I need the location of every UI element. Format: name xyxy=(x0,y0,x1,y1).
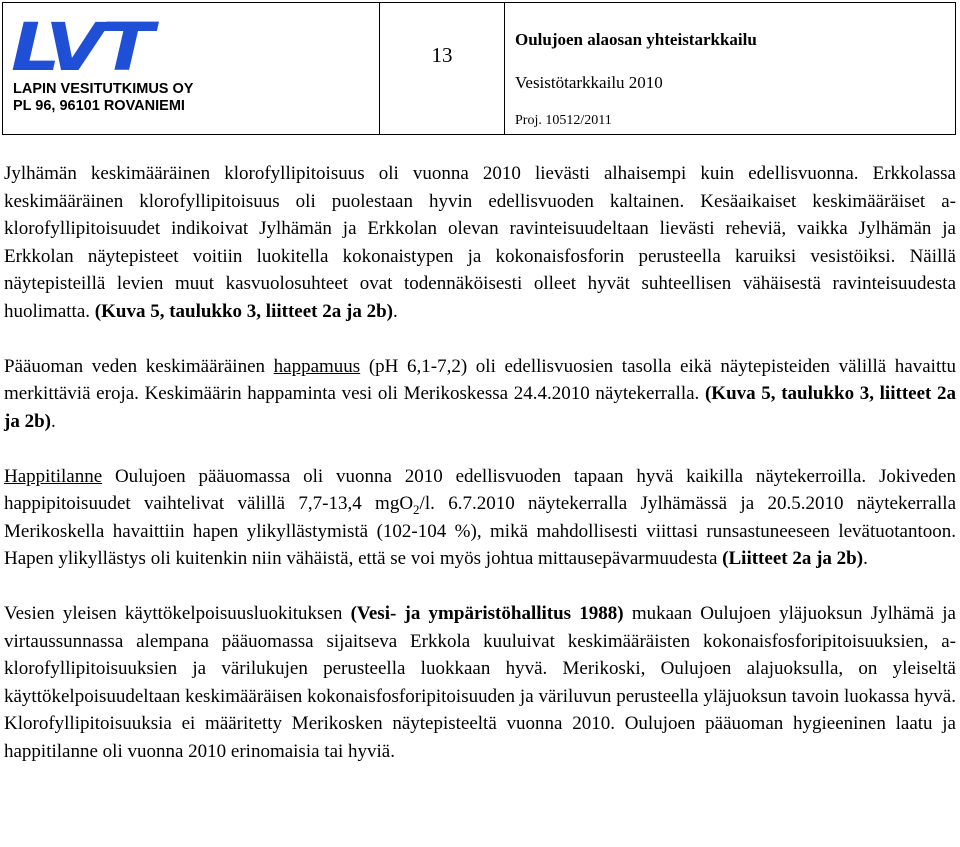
paragraph-acidity xyxy=(4,353,956,436)
paragraph-oxygen xyxy=(4,463,956,573)
paragraph-text: (pH 6,1-7,2) oli edellisvuosien tasolla eikä näytepisteiden välillä havaittu merkittäviä eroja. Keskimäärin happaminta vesi oli Merikoskessa 24.4.2010 näytekerralla. xyxy=(4,355,957,404)
source-reference: (Vesi- ja ympäristöhallitus 1988) xyxy=(350,603,624,624)
report-subtitle: Vesistötarkkailu 2010 xyxy=(515,73,663,92)
page-number: 13 xyxy=(431,43,453,67)
paragraph-classification xyxy=(4,600,956,765)
organization-address: PL 96, 96101 ROVANIEMI xyxy=(13,98,185,114)
lvt-logo: LVT xyxy=(11,9,150,86)
sentence-end: . xyxy=(392,300,398,322)
paragraph-text: /l. 6.7.2010 näytekerralla Jylhämässä ja 20.5.2010 näytekerralla Merikoskella havaittiin hapen ylikyllästymistä (102-104 %), mikä mahdollisesti viittasi runsastuneeseen levätuotantoon. Hapen ylikyllästys oli kuitenkin niin vähäistä, että se voi myös johtua mittausepävarmuudesta xyxy=(4,493,956,569)
sentence-end: . xyxy=(863,548,868,569)
paragraph-text: Oulujoen pääuomassa oli vuonna 2010 edellisvuoden tapaan hyvä kaikilla näytekerroilla. Jokiveden happipitoisuudet vaihtelivat välillä 7,7-13,4 mgO xyxy=(4,465,956,514)
page-header xyxy=(2,2,956,135)
report-title: Oulujoen alaosan yhteistarkkailu xyxy=(515,30,757,49)
happamuus-term: happamuus xyxy=(273,355,361,377)
paragraph-chlorophyll xyxy=(4,160,956,325)
happitilanne-term: Happitilanne xyxy=(4,465,103,487)
appendix-reference: (Liitteet 2a ja 2b) xyxy=(722,548,864,569)
header-info-cell xyxy=(505,3,955,134)
paragraph-text: mukaan Oulujoen yläjuoksun Jylhämä ja virtaussunnassa alempana pääuomassa sijaitseva Erkkola kuuluivat keskimääräisten kokonaisfosforipitoisuuksien, a-klorofyllipitoisuuksien ja värilukujen perusteella luokkaan hyvä. Merikoski, Oulujoen alajuoksulla, on yleiseltä käyttökelpoisuudeltaan keskimääräisen kokonaisfosforipitoisuuden ja väriluvun perusteella yläjuoksun tavoin luokassa hyvä. Klorofyllipitoisuuksia ei määritetty Merikosken näytepisteeltä vuonna 2010. Oulujoen pääuoman hygieeninen laatu ja happitilanne oli vuonna 2010 erinomaisia tai hyviä. xyxy=(4,603,956,762)
header-page-cell xyxy=(380,3,505,134)
header-logo-cell xyxy=(3,3,380,134)
project-number: Proj. 10512/2011 xyxy=(515,113,612,128)
paragraph-text: Jylhämän keskimääräinen klorofyllipitoisuus oli vuonna 2010 lievästi alhaisempi kuin edellisvuonna. Erkkolassa keskimääräinen klorofyllipitoisuus oli puolestaan hyvin edellisvuoden kaltainen. Kesäaikaiset keskimääräiset a-klorofyllipitoisuudet indikoivat Jylhämän ja Erkkolan olevan ravinteisuudeltaan lievästi reheviä, vaikka Jylhämän ja Erkkolan näytepisteet voitiin luokitella kokonaistypen ja kokonaisfosforin perusteella karuiksi vesistöiksi. Näillä näytepisteillä levien muut kasvuolosuhteet ovat todennäköisesti olleet hyvät suhteellisen vähäisestä ravinteisuudesta huolimatta. xyxy=(4,163,956,322)
paragraph-text: Vesien yleisen käyttökelpoisuusluokituksen xyxy=(4,603,351,624)
organization-name: LAPIN VESITUTKIMUS OY xyxy=(13,81,194,97)
figure-reference: (Kuva 5, taulukko 3, liitteet 2a ja 2b) xyxy=(4,383,957,432)
figure-reference: (Kuva 5, taulukko 3, liitteet 2a ja 2b) xyxy=(94,300,393,322)
subscript-2: 2 xyxy=(413,501,420,517)
document-body xyxy=(4,160,956,765)
paragraph-text: Pääuoman veden keskimääräinen xyxy=(4,355,274,377)
sentence-end: . xyxy=(50,410,56,432)
